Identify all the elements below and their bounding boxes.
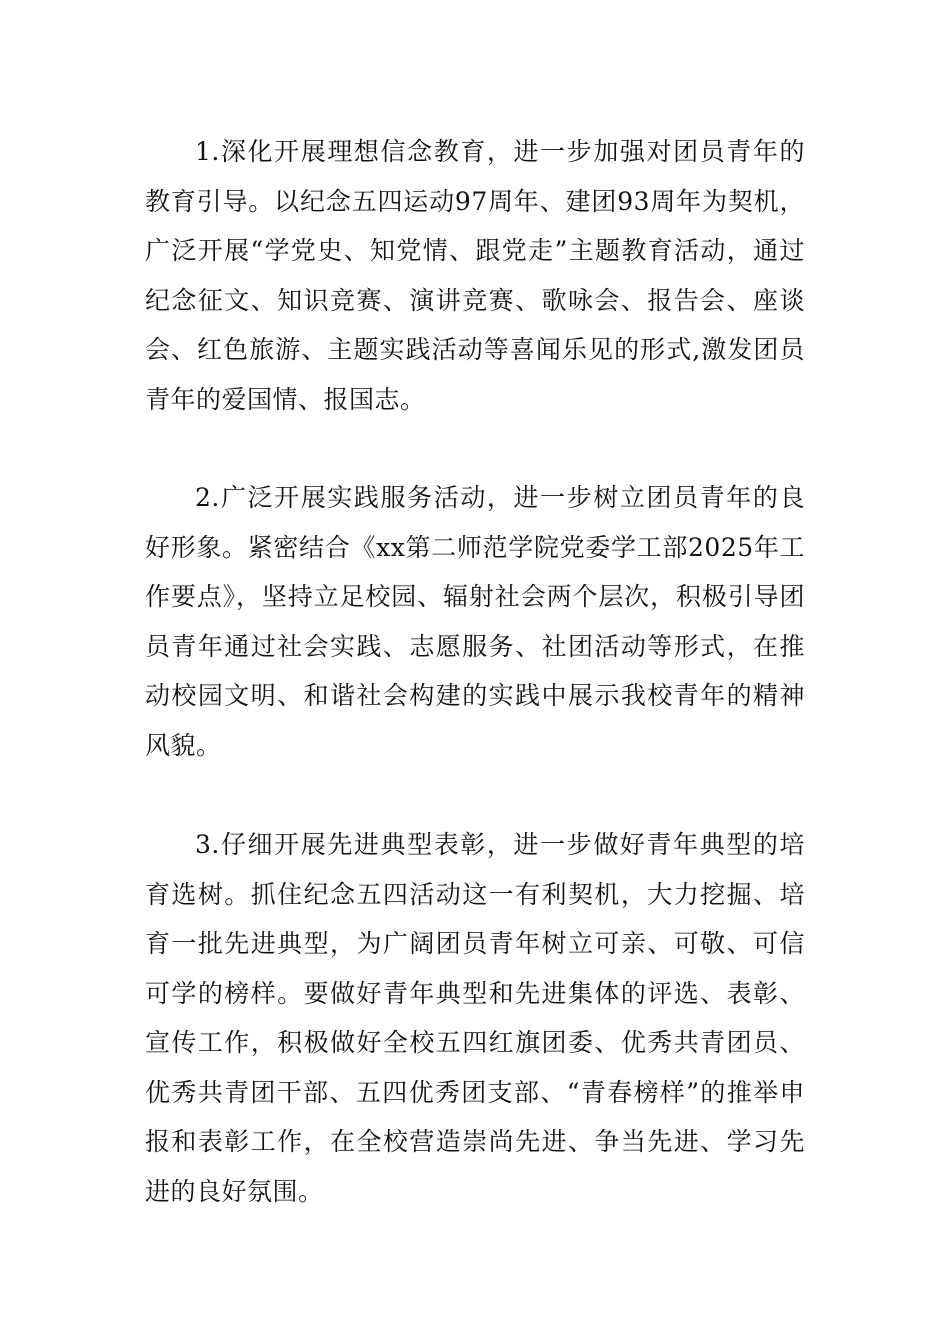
paragraph-practice-service-activities: 2.广泛开展实践服务活动，进一步树立团员青年的良好形象。紧密结合《xx第二师范学院党委学工部2025年工作要点》，坚持立足校园、辐射社会两个层次，积极引导团员青年通过社会实践、志愿服务、社团活动等形式，在推动校园文明、和谐社会构建的实践中展示我校青年的精神风貌。 [145, 483, 805, 760]
paragraph-advanced-model-commendation: 3.仔细开展先进典型表彰，进一步做好青年典型的培育选树。抓住纪念五四活动这一有利契机，大力挖掘、培育一批先进典型，为广阔团员青年树立可亲、可敬、可信可学的榜样。要做好青年典型和先进集体的评选、表彰、宣传工作，积极做好全校五四红旗团委、优秀共青团员、优秀共青团干部、五四优秀团支部、“青春榜样”的推举申报和表彰工作，在全校营造崇尚先进、争当先进、学习先进的良好氛围。 [145, 830, 805, 1206]
paragraph-ideal-belief-education: 1.深化开展理想信念教育，进一步加强对团员青年的教育引导。以纪念五四运动97周年、建团93周年为契机，广泛开展“学党史、知党情、跟党走”主题教育活动，通过纪念征文、知识竞赛、演讲竞赛、歌咏会、报告会、座谈会、红色旅游、主题实践活动等喜闻乐见的形式,激发团员青年的爱国情、报国志。 [145, 137, 805, 414]
